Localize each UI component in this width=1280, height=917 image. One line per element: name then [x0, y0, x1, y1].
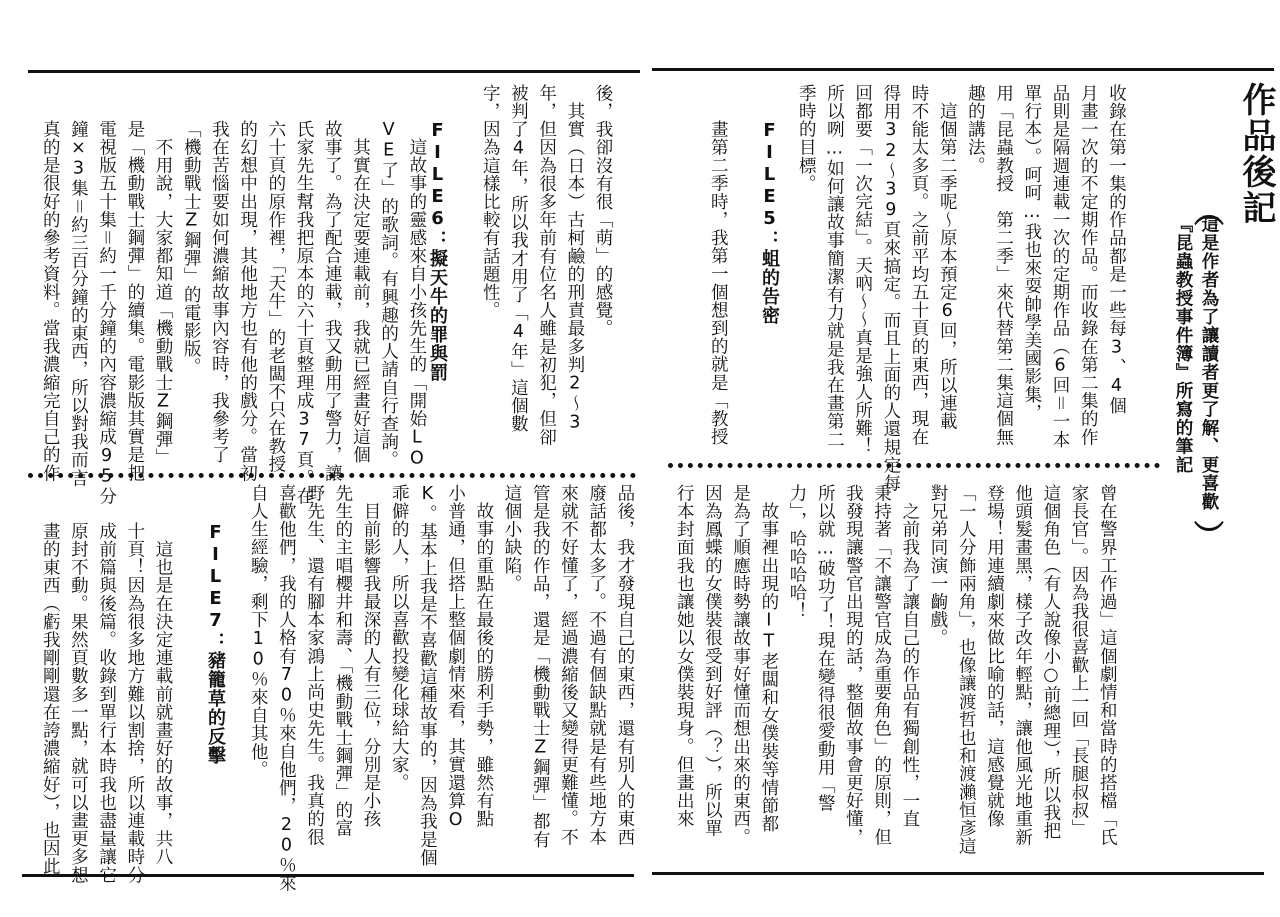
page-subtitle: 這是作者為了讓讀者更了解、更喜歡 『昆蟲教授事件簿』所寫的筆記 — [1173, 215, 1219, 511]
top-rule-left — [28, 70, 640, 73]
left-top-text-a: 後，我卻沒有很「萌」的感覺。 其實（日本）古柯鹼的刑責最多判2～3 年，但因為很多年前有位名人雖是初犯，但卻 被判了4年，所以我才用了「4年」這個數 字，因為這樣比較有話題性。 — [480, 84, 614, 446]
top-rule-right — [652, 68, 1274, 71]
subtitle-bracket-open: （ — [1188, 196, 1223, 226]
right-bottom-text: 曾在警界工作過」這個劇情和當時的搭檔「氏 家長官」。因為我很喜歡上一回「長腿叔叔」 這個角色（有人說像小○前總理），所以我把 他頭髮畫黑，樣子改年輕點，讓他風光地重新 登場！用連續劇來做比喻的話，這感覺就像 「一人分飾兩角」，也像讓渡哲也和渡瀨恒彥這 對兄弟同演一齣戲。 之前我為了讓自己的作品有獨創性，一直 秉持著「不讓警官成為重要角色」的原則，但 我發現讓警官出現的話，整個故事會更好懂， 所以就…破功了！現在變得很愛動用「警 力」，哈哈哈哈！ 故事裡出現的IT老闆和女僕裝等情節都 是為了順應時勢讓故事好懂而想出來的東西。 因為鳳蝶的女僕裝很受到好評（？），所以單 行本封面我也讓她以女僕裝現身。但畫出來 — [674, 484, 1118, 856]
heading-file6: FILE6：擬天牛的罪與罰 — [427, 120, 448, 382]
bottom-rule-right — [652, 872, 1264, 875]
page-title: 作品後記 — [1236, 82, 1276, 226]
left-top-text-b: 這故事的靈感來自小孩先生的「開始LO VE了」的歌詞。有興趣的人請自行查詢。 其實在決定要連載前，我就已經畫好這個 故事了。為了配合連載，我又動用了警力，讓 氏家先生幫我把原本的六十頁整理成37頁。在 六十頁的原作裡，「天牛」的老闆不只在教授 的幻想中出現，其他地方也有他的戲分。當初 我在苦惱要如何濃縮故事內容時，我參考了 「機動戰士Z鋼彈」的電影版。 不用說，大家都知道「機動戰士Z鋼彈」 是「機動戰士鋼彈」的續集。電影版其實是把 電視版五十集＝約一千分鐘的內容濃縮成95分 鐘×3集＝約三百分鐘的東西，所以對我而言 真的是很好的參考資料。當我濃縮完自己的作 — [40, 120, 427, 506]
right-top-text: 收錄在第一集的作品都是一些每3、4個 月畫一次的不定期作品。而收錄在第二集的作 品則是隔週連載一次的定期作品（6回＝一本 單行本）。呵呵…我也來耍帥學美國影集， 用「昆蟲教授 第二季」來代替第二集這個無 趣的講法。 這個第二季呢～原本預定6回，所以連載 時不能太多頁。之前平均五十頁的東西，現在 得用32～39頁來搞定。而且上面的人還規定每 回都要「一次完結」。天吶～～真是強人所難！ 所以咧…如何讓故事簡潔有力就是我在畫第二 季時的目標。 — [796, 84, 1127, 493]
left-bottom-text-a: 品後，我才發現自己的東西，還有別人的東西 廢話都太多了。不過有個缺點就是有些地方本 來就不好懂了，經過濃縮後又變得更難懂。不 管是我的作品，還是「機動戰士Z鋼彈」都有 這個小缺陷。 故事的重點在最後的勝利手勢，雖然有點 小普通，但搭上整個劇情來看，其實還算O K。基本上我是不喜歡這種故事的，因為我是個 乖僻的人，所以喜歡投變化球給大家。 目前影響我最深的人有三位，分別是小孩 先生的主唱櫻井和壽、「機動戰士鋼彈」的富 野先生、還有腳本家鴻上尚史先生。我真的很 喜歡他們，我的人格有70％來自他們，20％來 自人生經驗，剩下10％來自其他。 — [248, 484, 635, 893]
right-top-tail: 畫第二季時，我第一個想到的就是「教授 — [708, 120, 729, 446]
subtitle-bracket-close: ） — [1188, 520, 1223, 550]
left-bottom-text-b: 這也是在決定連載前就畫好的故事，共八 十頁！因為很多地方難以割捨，所以連載時分 成前篇與後篇。收錄到單行本時我也盡量讓它 原封不動。果然頁數多一點，就可以畫更多想 畫的東西（虧我剛剛還在誇濃縮好），也因此 — [40, 522, 174, 884]
heading-file5: FILE5：蛆的告密 — [759, 120, 780, 325]
heading-file7: FILE7：豬籠草的反擊 — [205, 522, 226, 765]
